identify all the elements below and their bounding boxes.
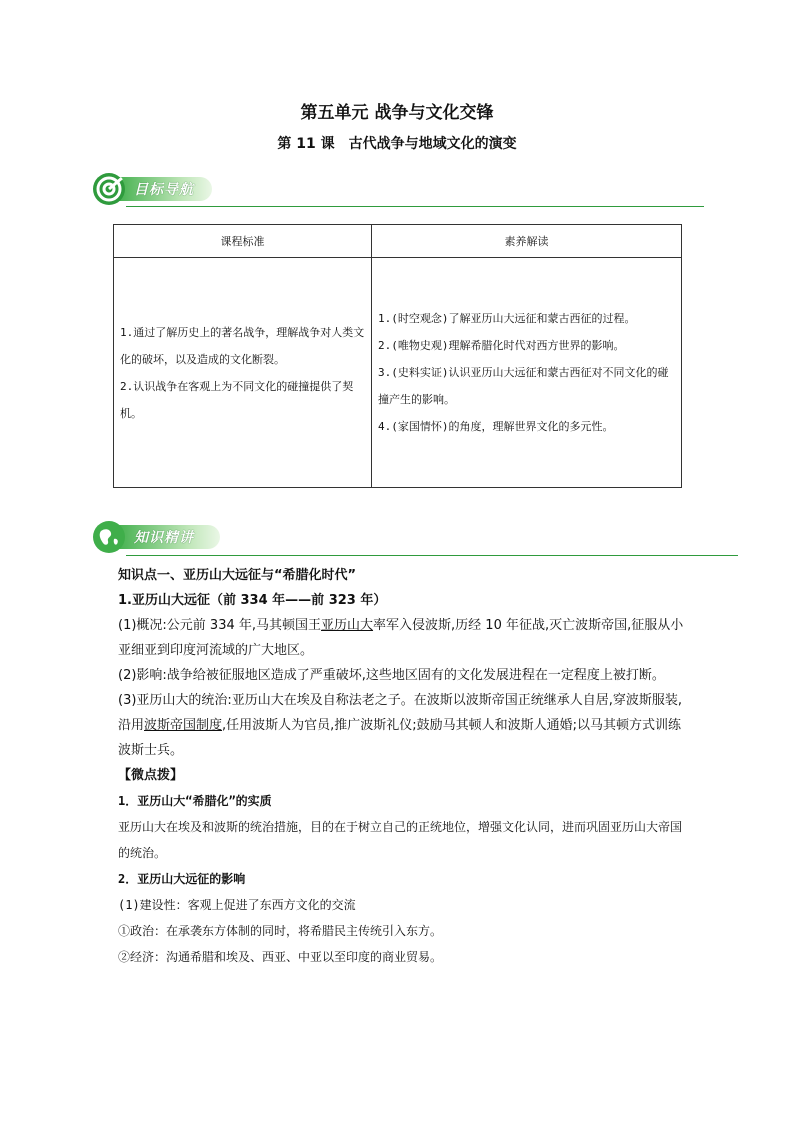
tip-item: ②经济：沟通希腊和埃及、西亚、中亚以至印度的商业贸易。	[118, 950, 443, 964]
globe-icon	[92, 520, 126, 554]
literacy-item: 1.(时空观念)了解亚历山大远征和蒙古西征的过程。	[378, 312, 636, 325]
impact-paragraph: (2)影响:战争给被征服地区造成了严重破坏,这些地区固有的文化发展进程在一定程度上被打断。	[118, 668, 665, 683]
knowledge-point-title: 知识点一、亚历山大远征与“希腊化时代”	[118, 568, 357, 583]
literacy-cell	[372, 258, 682, 488]
literacy-item: 4.(家国情怀)的角度，理解世界文化的多元性。	[378, 420, 614, 433]
overview-paragraph	[118, 613, 688, 663]
header-standards: 课程标准	[114, 225, 372, 258]
subsection-title: 1.亚历山大远征（前 334 年——前 323 年）	[118, 593, 387, 608]
tip-subpoint: (1)建设性：客观上促进了东西方文化的交流	[118, 898, 356, 912]
tip-block	[118, 788, 688, 970]
table-header-row	[114, 225, 682, 258]
standards-cell	[114, 258, 372, 488]
section-banner-goals	[92, 170, 704, 210]
tip-text: 亚历山大在埃及和波斯的统治措施，目的在于树立自己的正统地位，增强文化认同，进而巩固亚历山大帝国的统治。	[118, 820, 683, 860]
header-literacy: 素养解读	[372, 225, 682, 258]
rule-paragraph	[118, 688, 688, 763]
goal-table	[113, 224, 682, 488]
literacy-item: 2.(唯物史观)理解希腊化时代对西方世界的影响。	[378, 339, 625, 352]
knowledge-content	[118, 563, 688, 970]
section-banner-knowledge	[92, 518, 742, 558]
section-label: 目标导航	[134, 182, 194, 198]
standard-item: 2.认识战争在客观上为不同文化的碰撞提供了契机。	[120, 379, 354, 420]
lesson-title: 第 11 课 古代战争与地域文化的演变	[277, 136, 517, 152]
tip-title: 2．亚历山大远征的影响	[118, 872, 246, 886]
overview-text-tail: 率军入侵波斯,历经 10 年征战,灭亡波斯帝国,征服从小亚细亚到印度河流域的广大地区。	[118, 618, 684, 658]
banner-rule	[126, 555, 738, 556]
banner-rule	[126, 206, 704, 207]
section-label: 知识精讲	[134, 530, 194, 546]
unit-title: 第五单元 战争与文化交锋	[300, 103, 494, 123]
tip-label: 【微点拨】	[118, 768, 184, 783]
literacy-item: 3.(史料实证)认识亚历山大远征和蒙古西征对不同文化的碰撞产生的影响。	[378, 366, 669, 406]
tip-title: 1．亚历山大“希腊化”的实质	[118, 794, 272, 808]
table-body-row	[114, 258, 682, 488]
standard-item: 1.通过了解历史上的著名战争，理解战争对人类文化的破坏，以及造成的文化断裂。	[120, 325, 365, 366]
tip-item: ①政治：在承袭东方体制的同时，将希腊民主传统引入东方。	[118, 924, 443, 938]
overview-text: (1)概况:公元前 334 年,马其顿国王	[118, 618, 322, 633]
underlined-term: 波斯帝国制度	[144, 718, 223, 733]
rule-text-tail: ,任用波斯人为官员,推广波斯礼仪;鼓励马其顿人和波斯人通婚;以马其顿方式训练波斯士兵。	[118, 718, 682, 758]
rule-text: (3)亚历山大的统治:亚历山大在埃及自称法老之子。在波斯以波斯帝国正统继承人自居,穿波斯服装,沿用	[118, 693, 683, 733]
target-icon	[92, 172, 126, 206]
underlined-name: 亚历山大	[321, 618, 374, 633]
